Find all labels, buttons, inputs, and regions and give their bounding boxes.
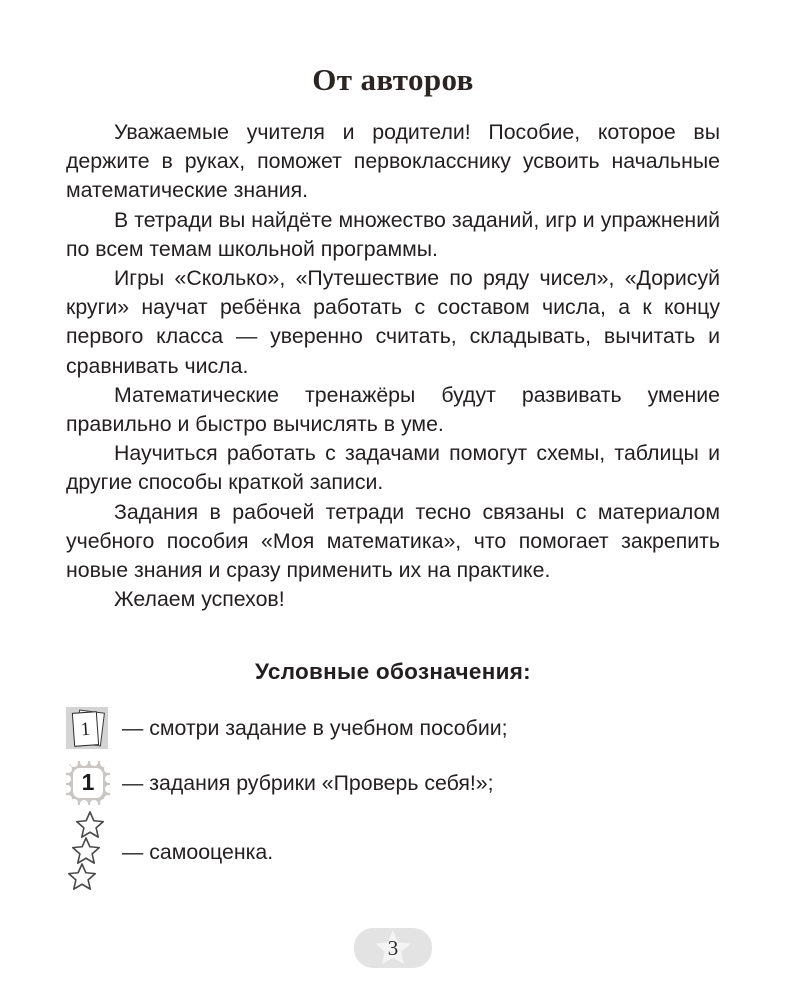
star-icon (67, 862, 97, 892)
page-number-value: 3 (387, 935, 399, 960)
stamp-number-icon (66, 761, 110, 805)
paragraph: Игры «Сколько», «Путешествие по ряду чисел», «Дорисуй круги» научат ребёнка работать с составом числа, а к концу первого класса — уверенно считать, складывать, вычитать и сравнивать числа. (66, 266, 720, 378)
stamp-perforation (63, 775, 71, 783)
stamp-perforation (90, 800, 98, 808)
stamp-perforation (80, 800, 88, 808)
stamp-perforation (70, 759, 78, 767)
legend-item-label: — смотри задание в учебном пособии; (122, 715, 508, 740)
page-number-badge (354, 928, 432, 968)
page-sheet-number: 1 (80, 717, 91, 740)
three-stars-icon (66, 810, 114, 894)
paragraph: Математические тренажёры будут развивать умение правильно и быстро вычислять в уме. (66, 382, 720, 437)
stamp-number: 1 (81, 769, 95, 795)
stamp-perforation (90, 758, 98, 766)
legend-item (66, 810, 726, 894)
paragraph: Задания в рабочей тетради тесно связаны с материалом учебного пособия «Моя математика», что помогает закрепить новые знания и сразу применить их на практике. (66, 499, 720, 583)
legend-icon-slot (66, 761, 122, 805)
paragraph: Научиться работать с задачами помогут схемы, таблицы и другие способы краткой записи. (66, 441, 720, 495)
stamp-perforation (64, 795, 72, 803)
stamp-perforation (64, 765, 72, 773)
page-sheet-front (72, 711, 99, 747)
legend-item-label: — задания рубрики «Проверь себя!»; (122, 770, 494, 795)
stamp-inner (73, 768, 103, 798)
legend-list (66, 700, 726, 894)
legend-icon-slot (66, 707, 122, 749)
textbook-page-icon (66, 707, 108, 749)
legend-item (66, 755, 726, 810)
paragraph: Желаем успехов! (114, 587, 285, 612)
legend-item (66, 700, 726, 755)
stamp-perforation (80, 758, 88, 766)
paragraph: В тетради вы найдёте множество заданий, игр и упражнений по всем темам школьной программы. (66, 207, 720, 261)
stamp-perforation (104, 765, 112, 773)
legend-heading: Условные обозначения: (255, 659, 531, 684)
legend-item-label: — самооценка. (122, 840, 274, 864)
paragraph: Уважаемые учителя и родители! Пособие, которое вы держите в руках, поможет первокласснику усвоить начальные математические знания. (66, 120, 720, 203)
legend-icon-slot (66, 810, 122, 894)
stamp-perforation (105, 775, 113, 783)
stamp-perforation (63, 785, 71, 793)
body-text (66, 118, 720, 614)
page-title: От авторов (312, 62, 474, 97)
stamp-perforation (104, 795, 112, 803)
stamp-perforation (105, 785, 113, 793)
